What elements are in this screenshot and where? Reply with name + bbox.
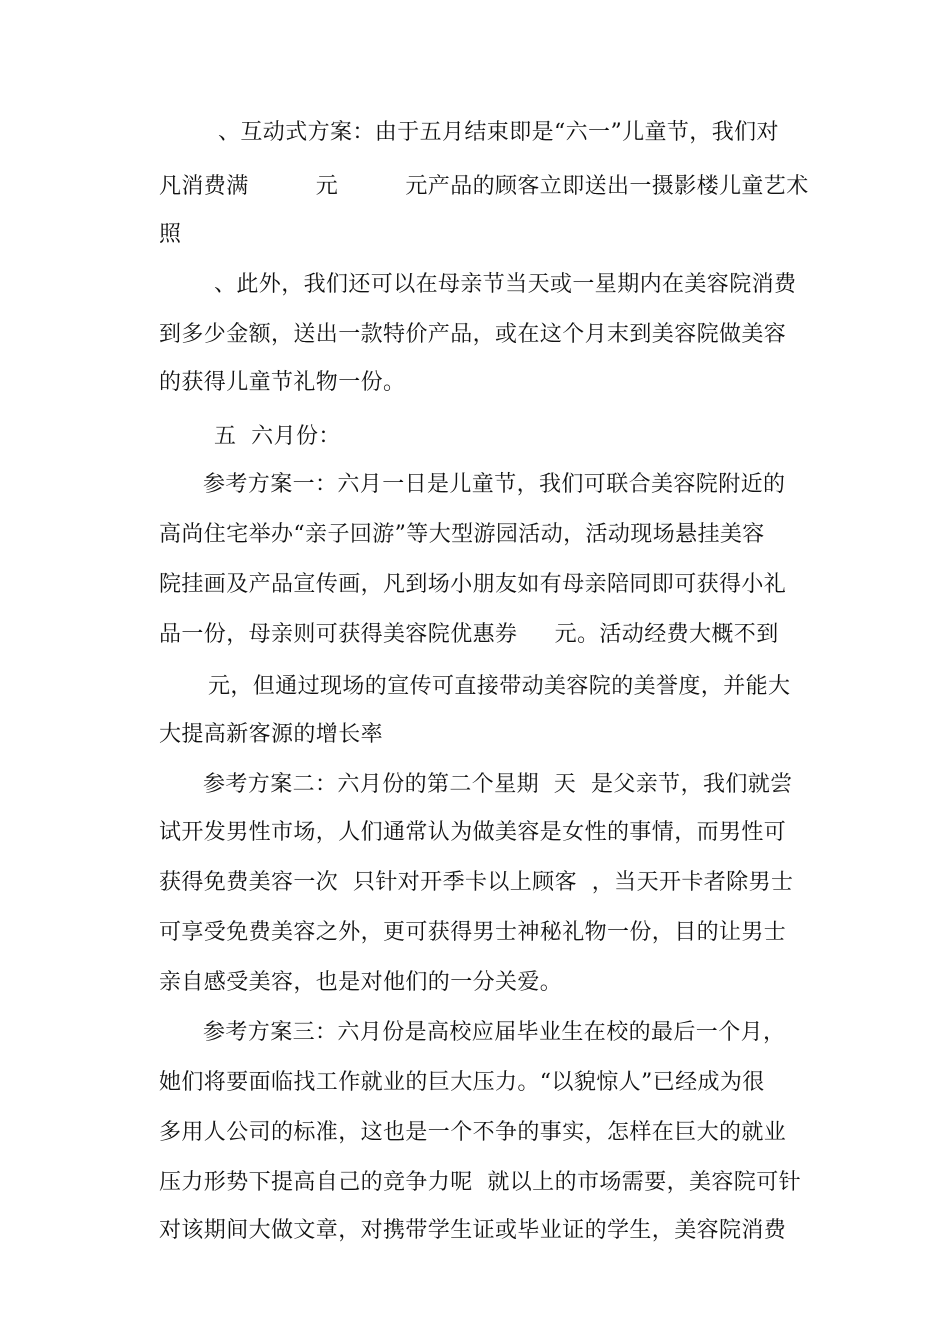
plan-one-line-5: 元，但通过现场的宣传可直接带动美容院的美誉度，并能大 [208,674,791,699]
plan-two-line-5: 亲自感受美容，也是对他们的一分关爱。 [159,970,563,995]
plan-three-line-3: 多用人公司的标准，这也是一个不争的事实，怎样在巨大的就业 [159,1120,787,1145]
plan-one-line-6: 大提高新客源的增长率 [159,722,384,747]
plan-one-line-4: 品一份，母亲则可获得美容院优惠券 元。活动经费大概不到 [159,622,779,647]
para-interactive-line-3: 照 [159,222,182,247]
para-mothers-day-line-1: 、此外，我们还可以在母亲节当天或一星期内在美容院消费 [214,272,797,297]
para-interactive-line-1: 、互动式方案：由于五月结束即是“六一”儿童节，我们对 [218,120,779,145]
plan-one-line-3: 院挂画及产品宣传画，凡到场小朋友如有母亲陪同即可获得小礼 [159,572,787,597]
section-june-heading: 五 六月份： [214,424,341,449]
para-interactive-line-2: 凡消费满 元 元产品的顾客立即送出一摄影楼儿童艺术 [159,174,809,199]
plan-three-line-1: 参考方案三：六月份是高校应届毕业生在校的最后一个月， [203,1020,786,1045]
plan-two-line-3: 获得免费美容一次 只针对开季卡以上顾客 ，当天开卡者除男士 [159,870,794,895]
plan-two-line-2: 试开发男性市场，人们通常认为做美容是女性的事情，而男性可 [159,820,787,845]
plan-three-line-5: 对该期间大做文章，对携带学生证或毕业证的学生，美容院消费 [159,1218,787,1243]
plan-one-line-1: 参考方案一：六月一日是儿童节，我们可联合美容院附近的 [203,472,786,497]
para-mothers-day-line-3: 的获得儿童节礼物一份。 [159,370,406,395]
plan-two-line-1: 参考方案二：六月份的第二个星期 天 是父亲节，我们就尝 [203,772,793,797]
plan-three-line-2: 她们将要面临找工作就业的巨大压力。“以貌惊人”已经成为很 [159,1070,765,1095]
plan-one-line-2: 高尚住宅举办“亲子回游”等大型游园活动，活动现场悬挂美容 [159,522,765,547]
plan-three-line-4: 压力形势下提高自己的竞争力呢 就以上的市场需要，美容院可针 [159,1170,801,1195]
plan-two-line-4: 可享受免费美容之外，更可获得男士神秘礼物一份，目的让男士 [159,920,787,945]
para-mothers-day-line-2: 到多少金额，送出一款特价产品，或在这个月末到美容院做美容 [159,322,787,347]
